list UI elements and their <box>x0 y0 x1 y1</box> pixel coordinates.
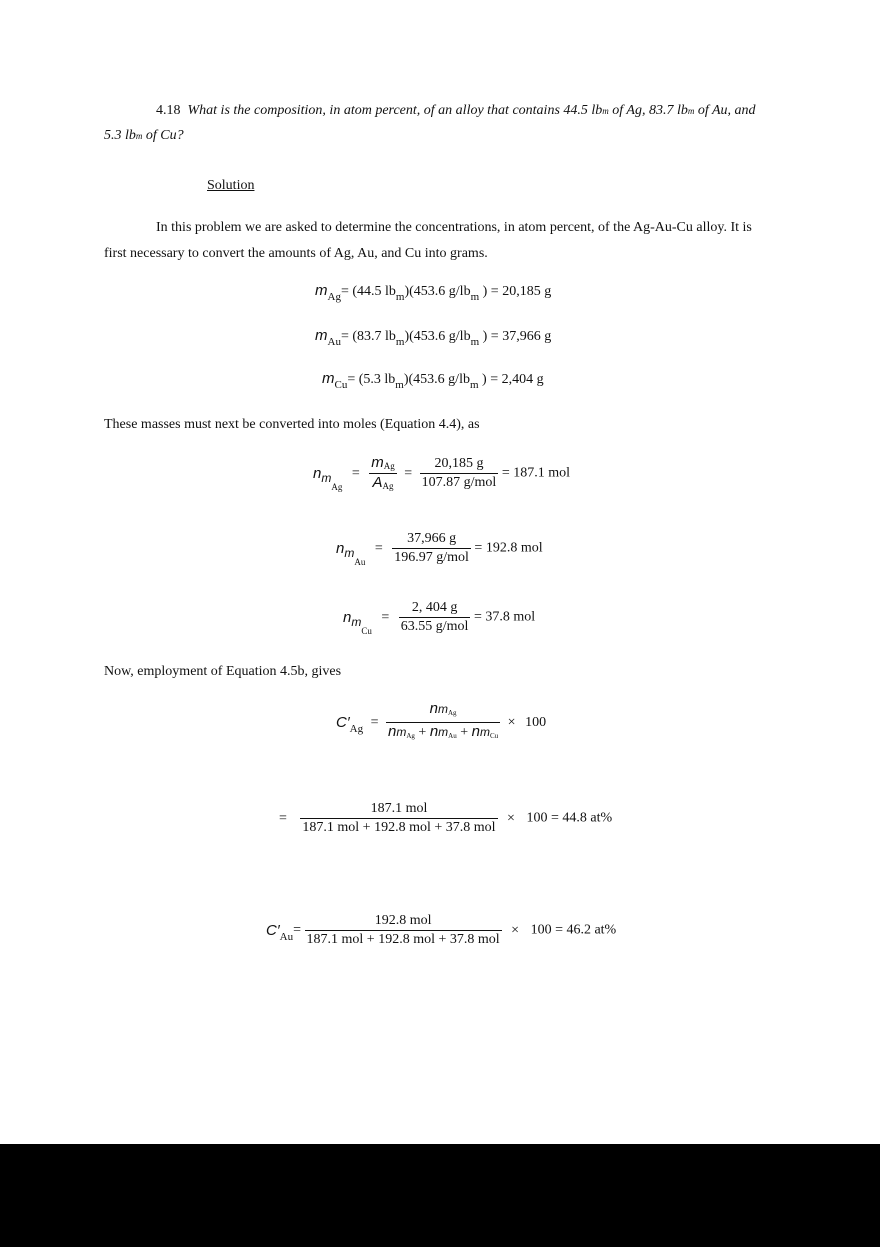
solution-heading: Solution <box>207 178 255 193</box>
intro-paragraph-line2: first necessary to convert the amounts of Ag, Au, and Cu into grams. <box>104 246 488 261</box>
concentration-au-result: 100 = 46.2 at% <box>530 922 617 938</box>
concentration-ag-result: 100 = 44.8 at% <box>526 810 613 826</box>
mole-conversion-cu: $nm_{Cu}$ = $\frac{2, 404 g}{\text{63.55 g/mol}}$ = 37.8 mol <box>343 600 536 636</box>
numeric-fraction: $\frac{37,966 g}{\text{196.97 g/mol}}$ <box>394 531 469 565</box>
general-fraction: $\frac{\text{nmAg}}{\text{nmAg + nmAu + nmCu}}$ <box>388 700 499 740</box>
mole-conversion-ag: $nm_{Ag}$ = $\frac{\text{mAg}}{\text{AAg}}$ = $\frac{20,185 g}{\text{107.87 g/mol}}$ = 187.1 mol <box>313 454 571 492</box>
bottom-black-band <box>0 1144 880 1247</box>
concentration-formula-general: $C'_{Ag}$ = $\frac{\text{nmAg}}{\text{nmAg + nmAu + nmCu}}$ × 100 <box>336 700 546 745</box>
mass-conversion-ag: $m_{Ag}= (44.5$ $lb_m)(453.6$ $g/lb_m$ ) = 20,185 g <box>315 282 552 303</box>
mass-conversion-cu: $m_{Cu}= (5.3$ $lb_m)(453.6$ $g/lb_m$ ) = 2,404 g <box>322 370 544 391</box>
numeric-fraction: $\frac{20,185 g}{\text{107.87 g/mol}}$ <box>421 456 497 490</box>
concentration-ag-numeric: = $\frac{\text{187.1 mol}}{\text{187.1 mol + 192.8 mol + 37.8 mol}}$ × 100 = 44.8 at% <box>279 801 613 835</box>
mole-result-cu: = 37.8 mol <box>473 609 536 625</box>
au-fraction: $\frac{\text{192.8 mol}}{\text{187.1 mol + 192.8 mol + 37.8 mol}}$ <box>306 913 500 947</box>
mass-conversion-au: $m_{Au}= (83.7$ $lb_m)(453.6$ $g/lb_m$ ) = 37,966 g <box>315 327 552 348</box>
problem-number: 4.18 <box>156 103 181 118</box>
numeric-fraction: $\frac{2, 404 g}{\text{63.55 g/mol}}$ <box>400 600 469 634</box>
intro-paragraph-line1: In this problem we are asked to determine the concentrations, in atom percent, of the Ag-Au-Cu alloy. It is <box>156 220 752 235</box>
ag-fraction: $\frac{\text{187.1 mol}}{\text{187.1 mol + 192.8 mol + 37.8 mol}}$ <box>302 801 496 835</box>
mole-result-ag: = 187.1 mol <box>501 465 571 481</box>
symbolic-fraction: $\frac{\text{mAg}}{\text{AAg}}$ <box>371 454 395 491</box>
problem-statement-line2: 5.3 lbm of Cu? <box>104 128 184 143</box>
mole-conversion-au: $nm_{Au}$ = $\frac{37,966 g}{\text{196.97 g/mol}}$ = 192.8 mol <box>336 531 543 567</box>
moles-intro-text: These masses must next be converted into moles (Equation 4.4), as <box>104 417 480 432</box>
concentration-au-numeric: $C'_{Au}=$ $\frac{\text{192.8 mol}}{\text{187.1 mol + 192.8 mol + 37.8 mol}}$ × 100 = 46.2 at% <box>266 913 617 947</box>
equation-intro-text: Now, employment of Equation 4.5b, gives <box>104 664 342 679</box>
mole-result-au: = 192.8 mol <box>474 540 543 556</box>
problem-statement-line1: 4.18 What is the composition, in atom percent, of an alloy that contains 44.5 lbm of Ag, 83.7 lbm of Au, and <box>156 103 756 118</box>
